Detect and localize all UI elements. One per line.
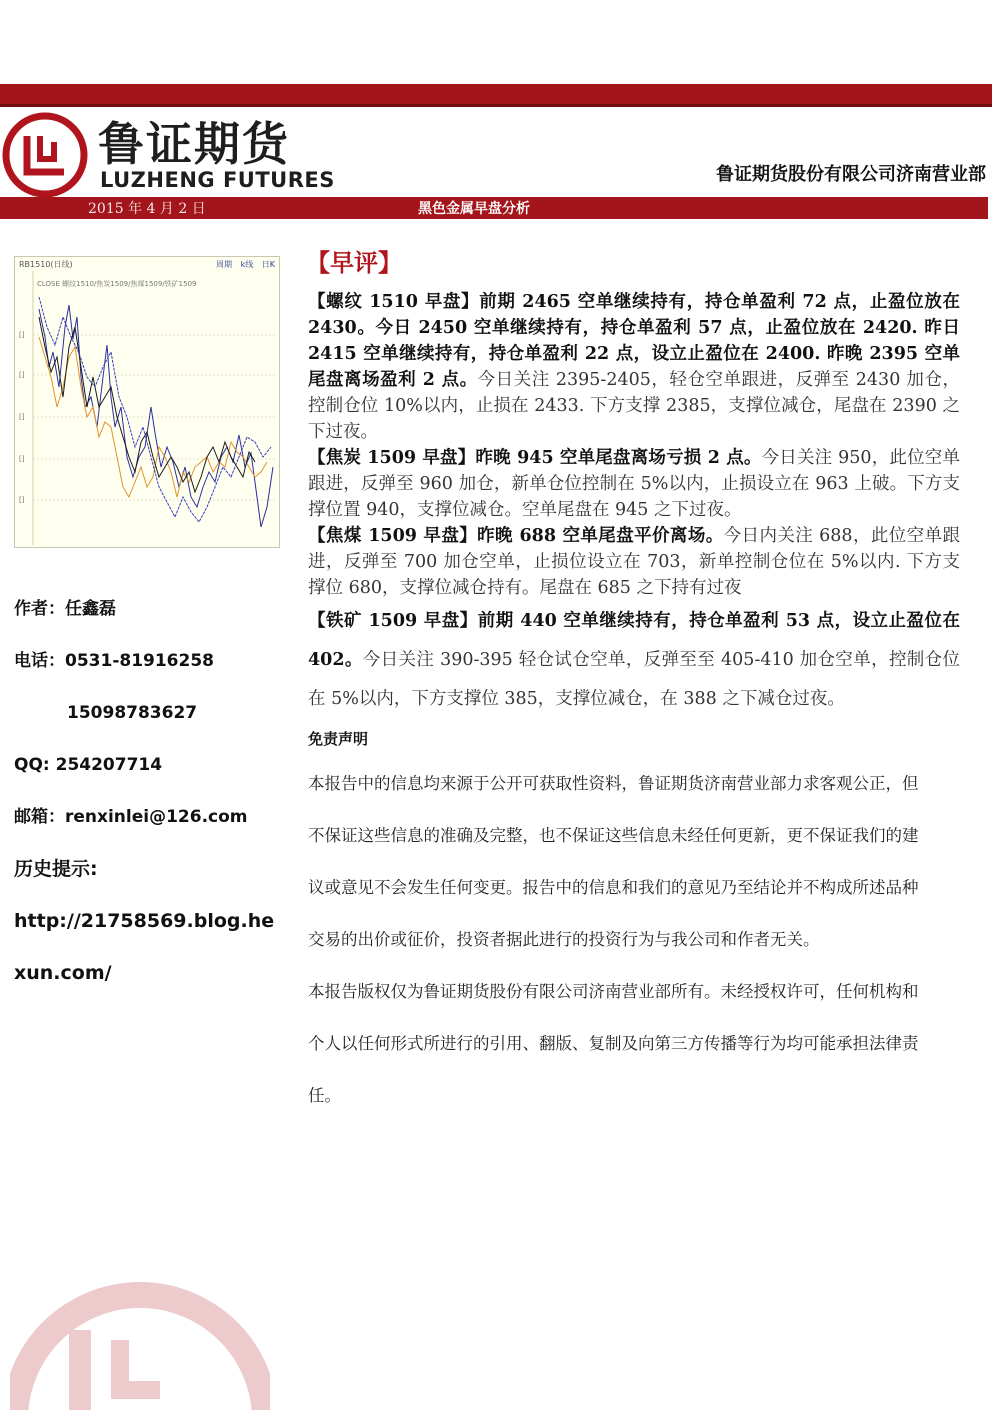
coke-tag: 【焦炭 1509 早盘】 (308, 448, 476, 468)
disclaimer-paragraph-2 (308, 966, 960, 1122)
rebar-positions: 前期 2465 空单继续持有，持仓单盈利 72 点，止盈位放在 2430。今日 2450 空单继续持有，持仓单盈利 57 点，止盈位放在 2420. 昨日 2415 空单继续持有，持仓单盈利 22 点，设立止盈位在 2400. 昨晚 2395 空单尾盘离场盈利 2 点。 (308, 292, 960, 390)
iron-positions: 前期 440 空单继续持有，持仓单盈利 53 点，设立止盈位在 402。 (308, 611, 960, 670)
review-heading: 【早评】 (306, 248, 402, 277)
chart-tool-period[interactable]: 周期 (216, 260, 233, 269)
brand-name-en: LUZHENG FUTURES (100, 168, 335, 192)
top-banner-bar (0, 84, 992, 104)
report-title: 黑色金属早盘分析 (418, 201, 530, 217)
disclaimer-line: 个人以任何形式所进行的引用、翻版、复制及向第三方传播等行为均可能承担法律责 (308, 1034, 919, 1053)
svg-text:[]: [] (19, 455, 25, 463)
chart-legend: CLOSE 螺纹1510/焦炭1509/焦煤1509/铁矿1509 (37, 280, 197, 288)
chart-toolbar (210, 259, 275, 270)
history-link-line1[interactable]: http://21758569.blog.he (14, 910, 275, 932)
disclaimer-line: 交易的出价或征价，投资者据此进行的投资行为与我公司和作者无关。 (308, 930, 820, 949)
author-qq: QQ: 254207714 (14, 755, 163, 775)
svg-text:[]: [] (19, 371, 25, 379)
rebar-tag: 【螺纹 1510 早盘】 (308, 292, 480, 312)
disclaimer-title: 免责声明 (308, 730, 369, 748)
chart-tool-kline[interactable]: k线 (240, 260, 254, 269)
author-mobile: 15098783627 (67, 703, 198, 723)
coal-positions: 昨晚 688 空单尾盘平价离场。 (477, 526, 724, 546)
disclaimer-paragraph-1 (308, 758, 960, 966)
coke-paragraph (308, 445, 960, 523)
author-name: 作者：任鑫磊 (14, 599, 116, 619)
svg-text:[]: [] (19, 331, 25, 339)
iron-tag: 【铁矿 1509 早盘】 (308, 611, 478, 631)
top-banner-line (0, 104, 992, 107)
chart-tool-daily[interactable]: 日K (261, 260, 275, 269)
coke-positions: 昨晚 945 空单尾盘离场亏损 2 点。 (475, 448, 762, 468)
rebar-plan: 今日关注 2395-2405，轻仓空单跟进，反弹至 2430 加仓，控制仓位 10%以内，止损在 2433. 下方支撑 2385，支撑位减仓，尾盘在 2390 之下过夜。 (308, 370, 960, 442)
disclaimer-line: 议或意见不会发生任何变更。报告中的信息和我们的意见乃至结论并不构成所述品种 (308, 878, 919, 897)
disclaimer-line: 任。 (308, 1086, 341, 1105)
price-chart (14, 256, 280, 548)
rebar-paragraph (308, 289, 960, 445)
coal-tag: 【焦煤 1509 早盘】 (308, 526, 478, 546)
price-chart-svg (15, 257, 279, 547)
disclaimer-line: 本报告版权仅为鲁证期货股份有限公司济南营业部所有。未经授权许可，任何机构和 (308, 982, 919, 1001)
iron-paragraph (308, 602, 960, 719)
coke-plan: 今日关注 950，此位空单跟进，反弹至 960 加仓，新单仓位控制在 5%以内，止损设立在 963 上破。下方支撑位置 940，支撑位减仓。空单尾盘在 945 之下过夜。 (308, 448, 960, 520)
svg-text:[]: [] (19, 496, 25, 504)
brand-name-cn: 鲁证期货 (98, 117, 290, 171)
disclaimer-line: 本报告中的信息均来源于公开可获取性资料，鲁证期货济南营业部力求客观公正，但 (308, 774, 919, 793)
logo (0, 112, 340, 200)
disclaimer-line: 不保证这些信息的准确及完整，也不保证这些信息未经任何更新，更不保证我们的建 (308, 826, 919, 845)
history-label: 历史提示: (14, 858, 98, 880)
history-link-line2[interactable]: xun.com/ (14, 962, 112, 984)
author-phone: 电话：0531-81916258 (14, 651, 214, 671)
iron-plan: 今日关注 390-395 轻仓试仓空单，反弹至至 405-410 加仓空单，控制仓位在 5%以内，下方支撑位 385，支撑位减仓，在 388 之下减仓过夜。 (308, 650, 961, 709)
author-email: 邮箱：renxinlei@126.com (14, 807, 248, 827)
report-date: 2015 年 4 月 2 日 (88, 201, 206, 217)
company-name: 鲁证期货股份有限公司济南营业部 (716, 164, 986, 185)
logo-watermark-icon (10, 1270, 270, 1410)
coal-plan: 今日内关注 688，此位空单跟进，反弹至 700 加仓空单，止损位设立在 703，新单控制仓位在 5%以内. 下方支撑位 680，支撑位减仓持有。尾盘在 685 之下持有过夜 (308, 526, 960, 598)
svg-text:[]: [] (19, 413, 25, 421)
chart-header: RB1510(日线) (19, 260, 73, 269)
luzheng-logo-icon (2, 112, 88, 198)
coal-paragraph (308, 523, 960, 601)
